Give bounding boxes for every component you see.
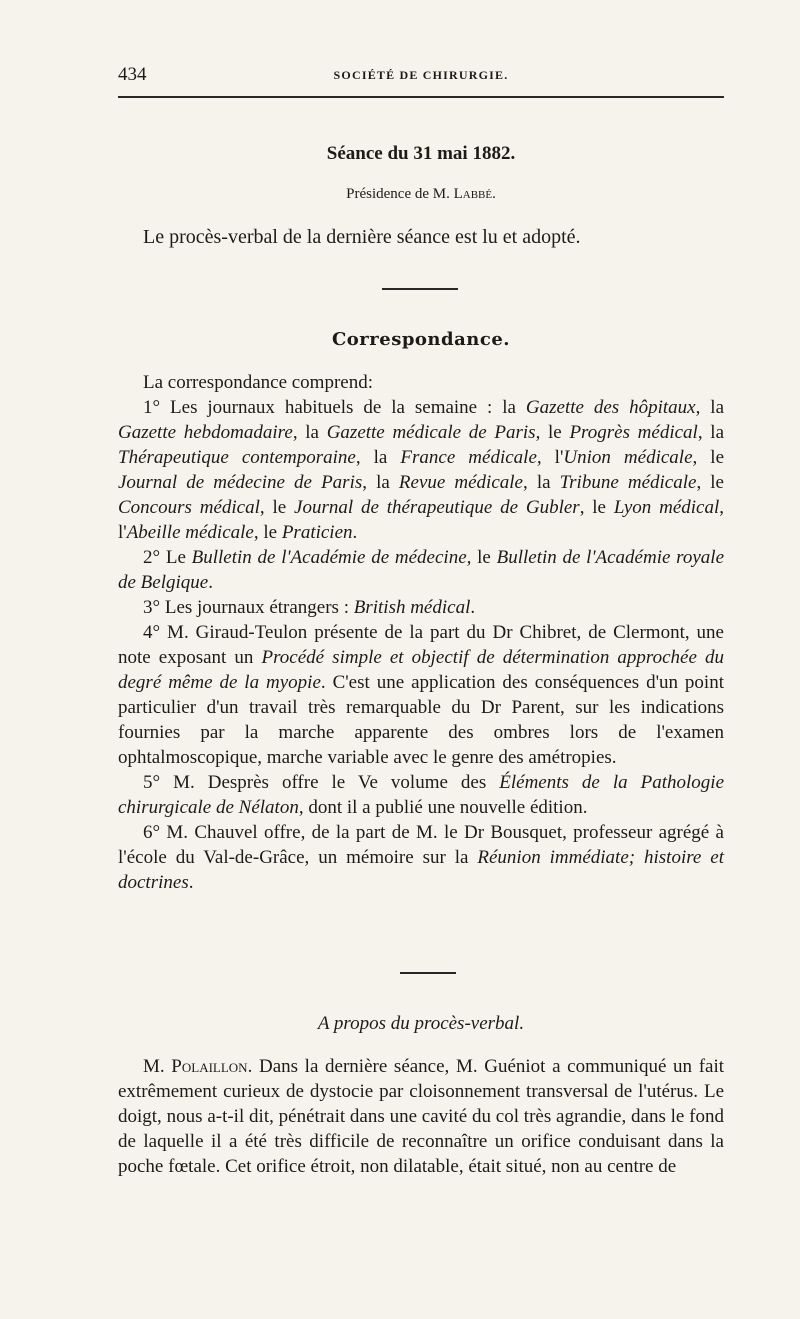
correspondance-item-1: 1° Les journaux habituels de la semaine : la Gazette des hôpitaux, la Gazette hebdomadaire, la Gazette médicale de Paris, le Progrès médical, la Thérapeutique contemporaine, la France médicale, l'Union médicale, le Journal de médecine de Paris, la Revue médicale, la Tribune médicale, le Concours médical, le Journal de thérapeutique de Gubler, le Lyon médical, l'Abeille médicale, le Praticien.	[118, 397, 725, 543]
speaker-name: M. Polaillon	[143, 1056, 248, 1077]
correspondance-item-2: 2° Le Bulletin de l'Académie de médecine, le Bulletin de l'Académie royale de Belgique.	[118, 547, 724, 593]
section-divider	[382, 288, 458, 290]
session-title: Séance du 31 mai 1882.	[326, 143, 516, 164]
presidence-suffix: .	[492, 186, 496, 202]
correspondance-intro: La correspondance comprend:	[143, 372, 374, 393]
correspondance-heading: Correspondance.	[331, 329, 511, 350]
header-rule	[118, 96, 724, 98]
polaillon-paragraph: M. Polaillon. Dans la dernière séance, M. Guéniot a communiqué un fait extrêmement curieux de dystocie par cloisonnement transversal de l'utérus. Le doigt, nous a-t-il dit, pénétrait dans une cavité du col très agrandie, dans le fond de laquelle il a été très difficile de reconnaître un orifice conduisant dans la poche fœtale. Cet orifice étroit, non dilatable, était situé, non au centre de	[118, 1056, 725, 1177]
journal-title: SOCIÉTÉ DE CHIRURGIE.	[333, 68, 509, 82]
running-head	[118, 64, 724, 88]
correspondance-item-6: 6° M. Chauvel offre, de la part de M. le Dr Bousquet, professeur agrégé à l'école du Val-de-Grâce, un mémoire sur la Réunion immédiate; histoire et doctrines.	[118, 822, 724, 893]
president-name: Labbé	[453, 186, 493, 202]
correspondance-item-4: 4° M. Giraud-Teulon présente de la part du Dr Chibret, de Clermont, une note exposant un Procédé simple et objectif de détermination approchée du degré même de la myopie. C'est une application des conséquences d'un point particulier d'un travail très remarquable du Dr Parent, sur les indications fournies par la marche apparente des ombres lors de l'examen ophtalmoscopique, marche variable avec le genre des amétropies.	[118, 622, 724, 768]
presidence-prefix: Présidence de M.	[346, 186, 454, 202]
section-divider	[400, 972, 456, 974]
correspondance-item-3: 3° Les journaux étrangers : British médical.	[143, 597, 476, 618]
speaker-text: Dans la dernière séance, M. Guéniot a communiqué un fait extrêmement curieux de dystocie par cloisonnement transversal de l'utérus. Le doigt, nous a-t-il dit, pénétrait dans une cavité du col très agrandie, dans le fond de laquelle il a été très difficile de reconnaître un orifice conduisant dans la poche fœtale. Cet orifice étroit, non dilatable, était situé, non au centre de	[118, 1056, 725, 1177]
minutes-adopted: Le procès-verbal de la dernière séance est lu et adopté.	[143, 226, 581, 248]
correspondance-item-5: 5° M. Desprès offre le Ve volume des Éléments de la Pathologie chirurgicale de Nélaton, dont il a publié une nouvelle édition.	[118, 772, 724, 818]
page-number: 434	[118, 64, 147, 85]
presidence-line	[118, 186, 724, 203]
correspondance-body	[118, 370, 724, 895]
proces-verbal-heading: A propos du procès-verbal.	[317, 1013, 525, 1034]
proces-verbal-body	[118, 1054, 724, 1179]
